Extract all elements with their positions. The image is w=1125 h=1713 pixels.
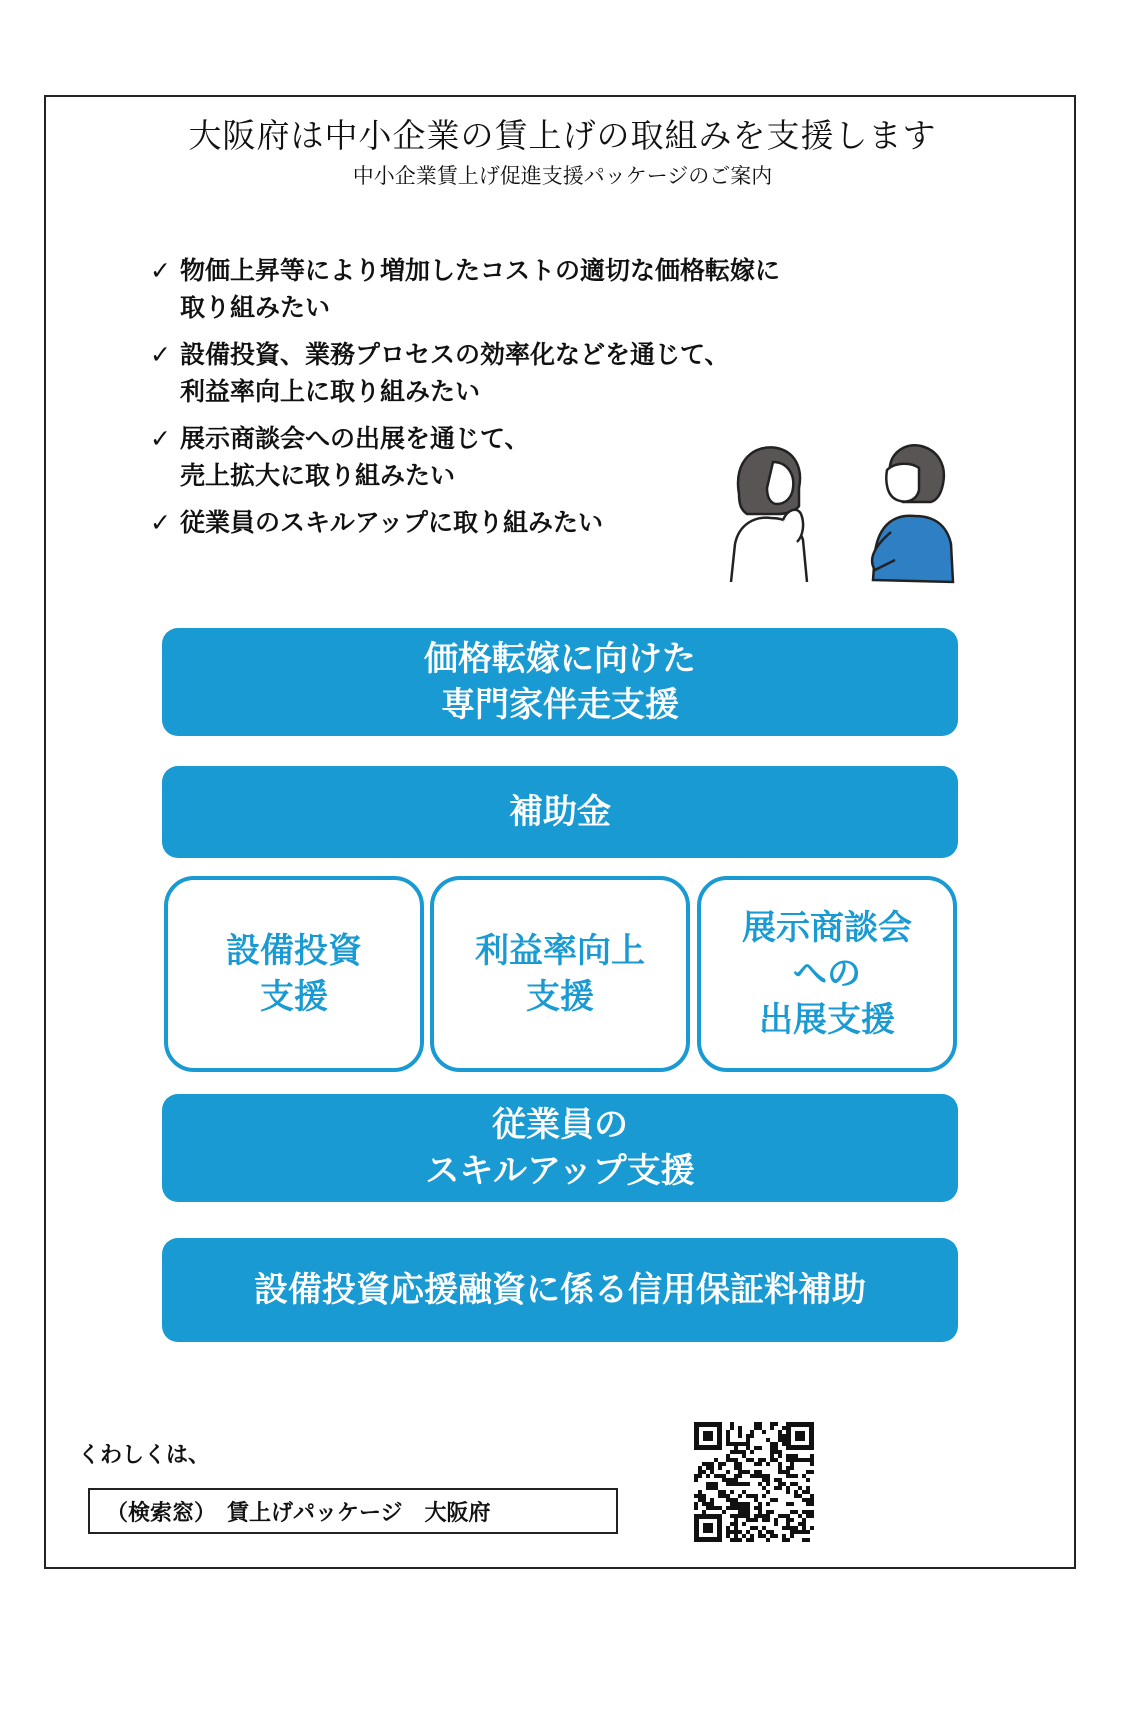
check-icon: ✓ <box>150 256 171 285</box>
page-subtitle: 中小企業賃上げ促進支援パッケージのご案内 <box>352 164 773 188</box>
profit-support-box[interactable]: 利益率向上 支援 <box>430 876 690 1072</box>
check-icon: ✓ <box>150 508 171 537</box>
checklist-text: 物価上昇等により増加したコストの適切な価格転嫁に 取り組みたい <box>180 256 781 322</box>
qr-code-icon[interactable] <box>690 1418 818 1546</box>
check-icon: ✓ <box>150 340 171 369</box>
page-title: 大阪府は中小企業の賃上げの取組みを支援します <box>188 116 937 155</box>
subsidy-bar[interactable]: 補助金 <box>162 766 958 858</box>
checklist-item <box>150 252 870 326</box>
checklist-item <box>150 336 870 410</box>
man-figure-icon <box>872 445 953 582</box>
equipment-support-box[interactable]: 設備投資 支援 <box>164 876 424 1072</box>
checklist-text: 設備投資、業務プロセスの効率化などを通じて、 利益率向上に取り組みたい <box>180 340 730 406</box>
skill-support-bar[interactable]: 従業員の スキルアップ支援 <box>162 1094 958 1202</box>
more-info-label: くわしくは、 <box>78 1443 211 1468</box>
woman-figure-icon <box>731 447 807 582</box>
exhibition-support-box[interactable]: 展示商談会 への 出展支援 <box>697 876 957 1072</box>
guarantee-subsidy-bar[interactable]: 設備投資応援融資に係る信用保証料補助 <box>162 1238 958 1342</box>
checklist-text: 展示商談会への出展を通じて、 売上拡大に取り組みたい <box>180 424 530 490</box>
people-illustration <box>725 440 965 585</box>
price-pass-support-bar[interactable]: 価格転嫁に向けた 専門家伴走支援 <box>162 628 958 736</box>
checklist-text: 従業員のスキルアップに取り組みたい <box>180 508 604 537</box>
check-icon: ✓ <box>150 424 171 453</box>
search-box[interactable]: （検索窓） 賃上げパッケージ 大阪府 <box>88 1488 618 1534</box>
